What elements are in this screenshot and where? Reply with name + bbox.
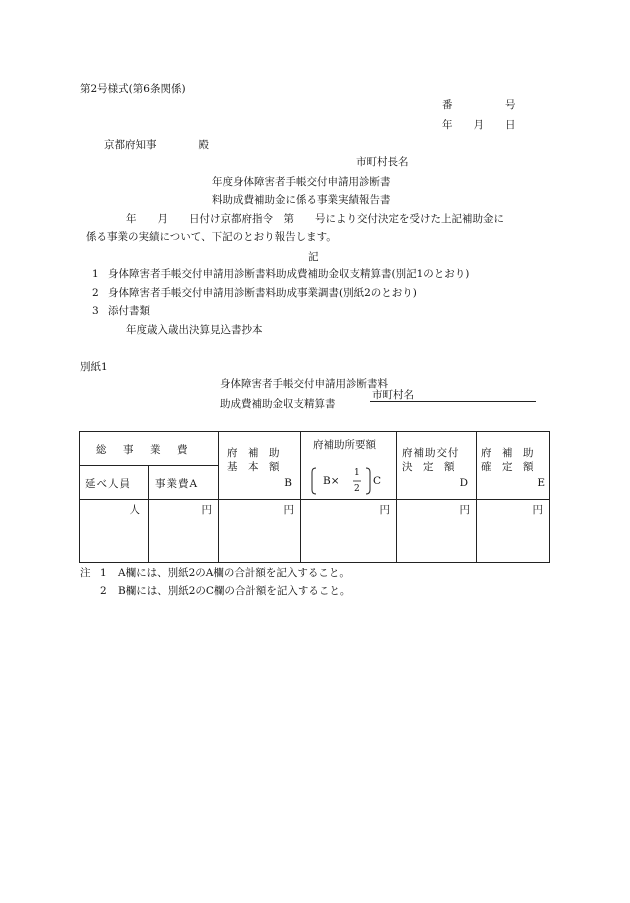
confirmed-amount-line1: 府 補 助	[481, 447, 534, 459]
base-amount-cell	[219, 500, 301, 563]
ki-label: 記	[308, 251, 319, 263]
body-line2: 係る事業の実績について、下記のとおり報告します。	[86, 231, 337, 243]
fraction-denominator: 2	[354, 484, 360, 494]
note-text: A欄には、別紙2のA欄の合計額を記入すること。	[118, 567, 350, 579]
total-cost-label: 総 事 業 費	[96, 444, 191, 456]
report-title-line2: 料助成費補助金に係る事業実績報告書	[212, 194, 391, 206]
item-text: 身体障害者手帳交付申請用診断書料助成事業調書(別紙2のとおり)	[108, 287, 417, 299]
notes-label: 注	[80, 567, 91, 579]
report-title-line1: 年度身体障害者手帳交付申請用診断書	[212, 176, 391, 188]
confirmed-amount-letter: E	[537, 477, 545, 489]
body-line1: 年 月 日付け京都府指令 第 号により交付決定を受けた上記補助金に	[126, 213, 504, 225]
confirmed-amount-header	[477, 432, 550, 500]
expense-table	[79, 431, 550, 563]
number-label: 番 号	[442, 99, 516, 111]
decided-amount-line2: 決 定 額	[402, 461, 455, 473]
cost-a-header	[149, 466, 219, 500]
municipality-label: 市町村名	[372, 389, 414, 401]
base-amount-header	[219, 432, 301, 500]
annex-title-line2: 助成費補助金収支精算書	[220, 398, 336, 410]
formula-b: B×	[323, 475, 340, 487]
annex-label: 別紙1	[80, 361, 108, 373]
people-label: 延べ人員	[85, 478, 131, 490]
unit-person: 人	[129, 504, 140, 516]
date-label: 年 月 日	[442, 119, 516, 131]
annex-title-line1: 身体障害者手帳交付申請用診断書料	[220, 378, 388, 390]
fraction-numerator: 1	[354, 468, 360, 478]
sender-name: 市町村長名	[356, 156, 409, 168]
base-amount-letter: B	[284, 477, 292, 489]
attachment-name: 年度歳入歳出決算見込書抄本	[126, 324, 263, 336]
note-number: 1	[100, 567, 107, 579]
people-header	[80, 466, 149, 500]
required-amount-title: 府補助所要額	[313, 439, 376, 451]
total-cost-header	[80, 432, 219, 466]
note-number: 2	[100, 585, 107, 597]
municipality-underline	[370, 401, 536, 402]
item-text: 身体障害者手帳交付申請用診断書料助成費補助金収支精算書(別記1のとおり)	[108, 268, 470, 280]
item-number: 1	[92, 268, 99, 280]
cost-a-cell	[149, 500, 219, 563]
item-text: 添付書類	[108, 305, 150, 317]
unit-yen: 円	[379, 504, 390, 516]
people-cell	[80, 500, 149, 563]
required-amount-cell	[301, 500, 397, 563]
confirmed-amount-cell	[477, 500, 550, 563]
decided-amount-cell	[397, 500, 477, 563]
required-amount-header	[301, 432, 397, 500]
unit-yen: 円	[283, 504, 294, 516]
item-number: 2	[92, 287, 99, 299]
base-amount-line2: 基 本 額	[227, 461, 280, 473]
item-number: 3	[92, 305, 99, 317]
decided-amount-header	[397, 432, 477, 500]
decided-amount-letter: D	[459, 477, 468, 489]
note-text: B欄には、別紙2のC欄の合計額を記入すること。	[118, 585, 351, 597]
addressee: 京都府知事 殿	[104, 139, 209, 151]
form-label: 第2号様式(第6条関係)	[80, 83, 186, 95]
confirmed-amount-line2: 確 定 額	[481, 461, 534, 473]
decided-amount-line1: 府補助交付	[402, 447, 460, 459]
unit-yen: 円	[201, 504, 212, 516]
formula-c: C	[373, 475, 382, 487]
unit-yen: 円	[532, 504, 543, 516]
unit-yen: 円	[459, 504, 470, 516]
cost-a-label: 事業費A	[155, 478, 199, 490]
base-amount-line1: 府 補 助	[227, 447, 280, 459]
